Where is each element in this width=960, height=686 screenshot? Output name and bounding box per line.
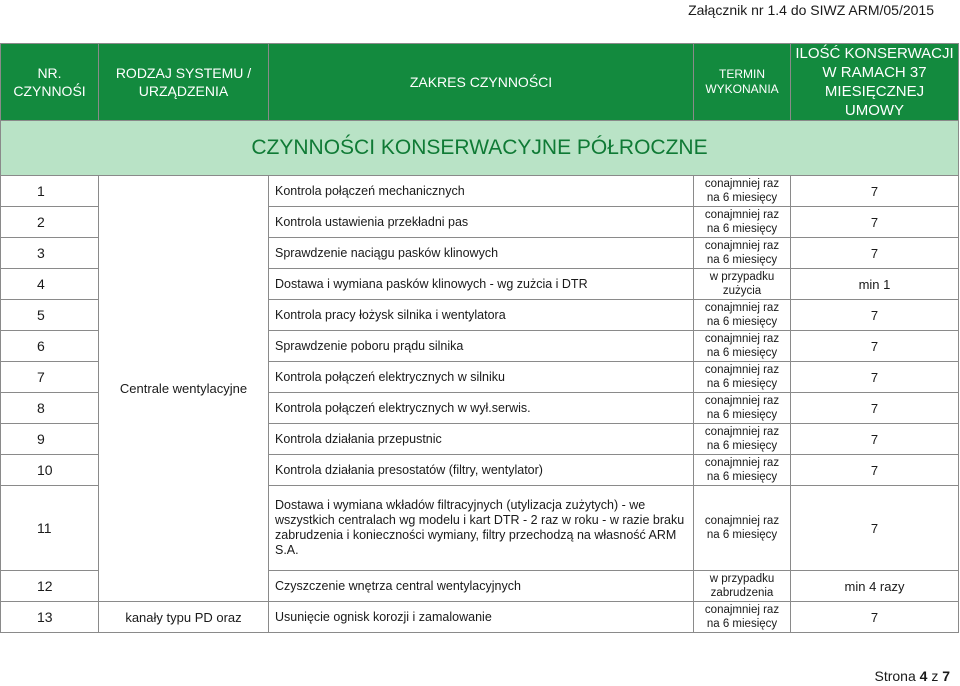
row-term: conajmniej raz na 6 miesięcy xyxy=(694,455,791,486)
row-count: 7 xyxy=(791,300,959,331)
row-term: conajmniej raz na 6 miesięcy xyxy=(694,238,791,269)
system-cell: Centrale wentylacyjne xyxy=(99,176,269,602)
system-cell: kanały typu PD oraz xyxy=(99,602,269,633)
row-description: Sprawdzenie naciągu pasków klinowych xyxy=(269,238,694,269)
row-term: conajmniej raz na 6 miesięcy xyxy=(694,300,791,331)
header-scope: ZAKRES CZYNNOŚCI xyxy=(269,44,694,121)
row-number: 5 xyxy=(1,300,99,331)
row-number: 9 xyxy=(1,424,99,455)
section-title: CZYNNOŚCI KONSERWACYJNE PÓŁROCZNE xyxy=(1,121,959,176)
section-row xyxy=(1,121,959,176)
row-description: Kontrola połączeń elektrycznych w wył.serwis. xyxy=(269,393,694,424)
row-description: Kontrola pracy łożysk silnika i wentylatora xyxy=(269,300,694,331)
header-no: NR. CZYNNOŚI xyxy=(1,44,99,121)
row-term: conajmniej raz na 6 miesięcy xyxy=(694,362,791,393)
row-count: 7 xyxy=(791,238,959,269)
header-count: ILOŚĆ KONSERWACJI W RAMACH 37 MIESIĘCZNEJ UMOWY xyxy=(791,44,959,121)
row-description: Dostawa i wymiana pasków klinowych - wg zużcia i DTR xyxy=(269,269,694,300)
row-count: 7 xyxy=(791,207,959,238)
header-system: RODZAJ SYSTEMU / URZĄDZENIA xyxy=(99,44,269,121)
row-number: 10 xyxy=(1,455,99,486)
table-row xyxy=(1,602,959,633)
row-description: Sprawdzenie poboru prądu silnika xyxy=(269,331,694,362)
row-count: min 1 xyxy=(791,269,959,300)
footer-page-number: 4 xyxy=(919,668,928,684)
row-description: Kontrola działania przepustnic xyxy=(269,424,694,455)
row-number: 8 xyxy=(1,393,99,424)
row-number: 13 xyxy=(1,602,99,633)
row-count: 7 xyxy=(791,393,959,424)
row-term: conajmniej raz na 6 miesięcy xyxy=(694,331,791,362)
row-description: Kontrola połączeń mechanicznych xyxy=(269,176,694,207)
row-term: w przypadku zabrudzenia xyxy=(694,571,791,602)
row-term: conajmniej raz na 6 miesięcy xyxy=(694,486,791,571)
row-term: conajmniej raz na 6 miesięcy xyxy=(694,176,791,207)
row-number: 3 xyxy=(1,238,99,269)
row-term: conajmniej raz na 6 miesięcy xyxy=(694,207,791,238)
row-count: 7 xyxy=(791,486,959,571)
footer-separator: z xyxy=(931,668,939,684)
row-count: min 4 razy xyxy=(791,571,959,602)
row-count: 7 xyxy=(791,362,959,393)
row-number: 1 xyxy=(1,176,99,207)
page-footer xyxy=(874,668,950,684)
row-term: conajmniej raz na 6 miesięcy xyxy=(694,393,791,424)
row-count: 7 xyxy=(791,455,959,486)
row-number: 11 xyxy=(1,486,99,571)
row-count: 7 xyxy=(791,176,959,207)
header-term: TERMIN WYKONANIA xyxy=(694,44,791,121)
table-row xyxy=(1,176,959,207)
footer-total-pages: 7 xyxy=(942,668,950,684)
row-term: conajmniej raz na 6 miesięcy xyxy=(694,602,791,633)
row-term: conajmniej raz na 6 miesięcy xyxy=(694,424,791,455)
row-description: Kontrola połączeń elektrycznych w silniku xyxy=(269,362,694,393)
row-number: 12 xyxy=(1,571,99,602)
row-term: w przypadku zużycia xyxy=(694,269,791,300)
row-count: 7 xyxy=(791,331,959,362)
table-header-row xyxy=(1,44,959,121)
attachment-reference: Załącznik nr 1.4 do SIWZ ARM/05/2015 xyxy=(688,2,934,18)
row-number: 4 xyxy=(1,269,99,300)
row-description: Czyszczenie wnętrza central wentylacyjnych xyxy=(269,571,694,602)
maintenance-table xyxy=(0,43,959,633)
row-description: Kontrola działania presostatów (filtry, wentylator) xyxy=(269,455,694,486)
row-number: 7 xyxy=(1,362,99,393)
row-number: 6 xyxy=(1,331,99,362)
row-number: 2 xyxy=(1,207,99,238)
row-count: 7 xyxy=(791,424,959,455)
row-count: 7 xyxy=(791,602,959,633)
row-description: Usunięcie ognisk korozji i zamalowanie xyxy=(269,602,694,633)
footer-prefix: Strona xyxy=(874,668,916,684)
row-description: Dostawa i wymiana wkładów filtracyjnych (utylizacja zużytych) - we wszystkich centralach wg modelu i kart DTR - 2 raz w roku - w razie braku zabrudzenia i konieczności wymiany, filtry przechodzą na własność ARM S.A. xyxy=(269,486,694,571)
row-description: Kontrola ustawienia przekładni pas xyxy=(269,207,694,238)
